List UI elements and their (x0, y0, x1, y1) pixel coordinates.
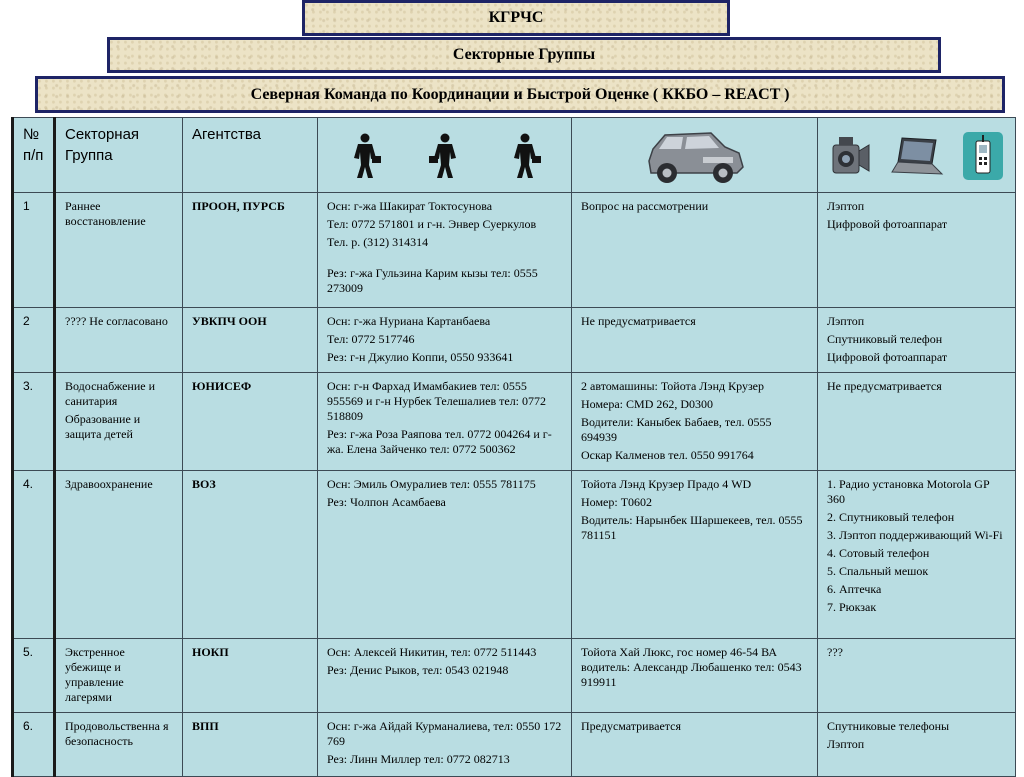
equipment (818, 373, 1016, 471)
contacts-line: Осн: г-жа Нуриана Картанбаева (327, 314, 491, 328)
contacts-line (327, 253, 562, 266)
contacts-line: Рез: г-жа Роза Раяпова тел. 0772 004264 и г-жа. Елена Зайченко тел: 0772 500362 (327, 427, 552, 456)
sector-group-line: ???? Не согласовано (65, 314, 168, 328)
suv-car-icon (643, 127, 747, 185)
header-contacts-icons (318, 118, 572, 193)
sector-group-line: Образование и защита детей (65, 412, 141, 441)
transport (572, 193, 818, 308)
contacts (318, 193, 572, 308)
contacts-line: Рез: Денис Рыков, тел: 0543 021948 (327, 663, 509, 677)
header-agency: Агентства (183, 118, 318, 193)
people-icons (327, 124, 562, 188)
equipment (818, 193, 1016, 308)
sector-group (55, 193, 183, 308)
laptop-icon (890, 134, 944, 178)
sector-group-line: Здравоохранение (65, 477, 153, 491)
mobile-phone-icon (962, 131, 1004, 181)
sector-group (55, 471, 183, 639)
person-icon (425, 132, 465, 180)
transport-line: Тойота Хай Люкс, гос номер 46-54 ВА водитель: Александр Любашенко тел: 0543 919911 (581, 645, 802, 689)
equipment-line: 3. Лэптоп поддерживающий Wi-Fi (827, 528, 1003, 542)
contacts-line: Тел: 0772 571801 и г-н. Энвер Суеркулов (327, 217, 537, 231)
equipment-line: 2. Спутниковый телефон (827, 510, 955, 524)
contacts (318, 471, 572, 639)
contacts-line: Осн: г-жа Айдай Курманалиева, тел: 0550 172 769 (327, 719, 562, 748)
transport-line: Водители: Каныбек Бабаев, тел. 0555 694939 (581, 415, 772, 444)
sector-group-line: Раннее восстановление (65, 199, 146, 228)
equipment-line: Лэптоп (827, 737, 865, 751)
agency: ПРООН, ПУРСБ (183, 193, 318, 308)
transport-line: 2 автомашины: Тойота Лэнд Крузер (581, 379, 765, 393)
transport (572, 713, 818, 777)
equipment (818, 639, 1016, 713)
equipment-line: Лэптоп (827, 199, 865, 213)
sector-group (55, 308, 183, 373)
banner-sector-groups (107, 37, 941, 73)
contacts-line: Рез: Линн Миллер тел: 0772 082713 (327, 752, 510, 766)
sector-group (55, 713, 183, 777)
contacts (318, 713, 572, 777)
sector-groups-table (11, 117, 1016, 777)
sector-group-line: Продовольственна я безопасность (65, 719, 169, 748)
contacts (318, 639, 572, 713)
equipment-line: 6. Аптечка (827, 582, 882, 596)
sector-group (55, 639, 183, 713)
banner-top-text: КГРЧС (488, 9, 544, 26)
banner-kgrchs (302, 0, 730, 36)
equipment-line: Не предусматривается (827, 379, 942, 393)
sector-group (55, 373, 183, 471)
contacts-line: Осн: Эмиль Омуралиев тел: 0555 781175 (327, 477, 536, 491)
table-row (13, 193, 1016, 308)
row-number: 5. (13, 639, 55, 713)
transport-line: Оскар Калменов тел. 0550 991764 (581, 448, 754, 462)
contacts-line: Осн: г-жа Шакират Токтосунова (327, 199, 493, 213)
table-row (13, 639, 1016, 713)
row-number: 2 (13, 308, 55, 373)
agency: УВКПЧ ООН (183, 308, 318, 373)
transport (572, 308, 818, 373)
transport (572, 373, 818, 471)
sector-group-line: Экстренное убежище и управление лагерями (65, 645, 125, 704)
transport (572, 639, 818, 713)
equipment-line: Спутниковые телефоны (827, 719, 950, 733)
agency: ВОЗ (183, 471, 318, 639)
banner-react (35, 76, 1005, 113)
equipment (818, 471, 1016, 639)
equipment-line: Цифровой фотоаппарат (827, 350, 948, 364)
contacts-line: Осн: г-н Фархад Имамбакиев тел: 0555 955569 и г-н Нурбек Телешалиев тел: 0772 518809 (327, 379, 547, 423)
banner-middle-text: Секторные Группы (452, 46, 596, 63)
equipment-line: 4. Сотовый телефон (827, 546, 930, 560)
equipment-line: 7. Рюкзак (827, 600, 877, 614)
agency: ВПП (183, 713, 318, 777)
transport-line: Водитель: Нарынбек Шаршекеев, тел. 0555 781151 (581, 513, 803, 542)
contacts-line: Рез: г-н Джулио Коппи, 0550 933641 (327, 350, 514, 364)
transport-line: Тойота Лэнд Крузер Прадо 4 WD (581, 477, 752, 491)
contacts-line: Рез: г-жа Гульзина Карим кызы тел: 0555 273009 (327, 266, 538, 295)
transport-line: Вопрос на рассмотрении (581, 199, 709, 213)
video-camera-icon (829, 131, 871, 181)
equipment-line: Лэптоп (827, 314, 865, 328)
transport-line: Номера: CMD 262, D0300 (581, 397, 714, 411)
equipment-line: Цифровой фотоаппарат (827, 217, 948, 231)
table-row (13, 373, 1016, 471)
banner-bottom-text: Северная Команда по Координации и Быстрой Оценке ( ККБО – REACT ) (250, 85, 790, 103)
table-row (13, 308, 1016, 373)
equipment-line: ??? (827, 645, 843, 659)
equipment (818, 713, 1016, 777)
equipment-line: 1. Радио установка Motorola GP 360 (827, 477, 990, 506)
row-number: 6. (13, 713, 55, 777)
contacts (318, 373, 572, 471)
table-row (13, 713, 1016, 777)
sector-group-line: Водоснабжение и санитария (65, 379, 155, 408)
row-number: 3. (13, 373, 55, 471)
header-transport-icon (572, 118, 818, 193)
transport-line: Номер: Т0602 (581, 495, 653, 509)
header-equipment-icons (818, 118, 1016, 193)
person-icon (345, 132, 385, 180)
contacts-line: Осн: Алексей Никитин, тел: 0772 511443 (327, 645, 537, 659)
contacts-line: Рез: Чолпон Асамбаева (327, 495, 446, 509)
equipment-line: 5. Спальный мешок (827, 564, 929, 578)
agency: ЮНИСЕФ (183, 373, 318, 471)
equipment-line: Спутниковый телефон (827, 332, 943, 346)
table-header-row (13, 118, 1016, 193)
person-icon (505, 132, 545, 180)
table-row (13, 471, 1016, 639)
contacts (318, 308, 572, 373)
transport-line: Не предусматривается (581, 314, 696, 328)
equipment (818, 308, 1016, 373)
header-sector: Секторная Группа (55, 118, 183, 193)
header-num: № п/п (13, 118, 55, 193)
transport (572, 471, 818, 639)
row-number: 4. (13, 471, 55, 639)
contacts-line: Тел: 0772 517746 (327, 332, 415, 346)
transport-line: Предусматривается (581, 719, 682, 733)
row-number: 1 (13, 193, 55, 308)
contacts-line: Тел. р. (312) 314314 (327, 235, 429, 249)
agency: НОКП (183, 639, 318, 713)
